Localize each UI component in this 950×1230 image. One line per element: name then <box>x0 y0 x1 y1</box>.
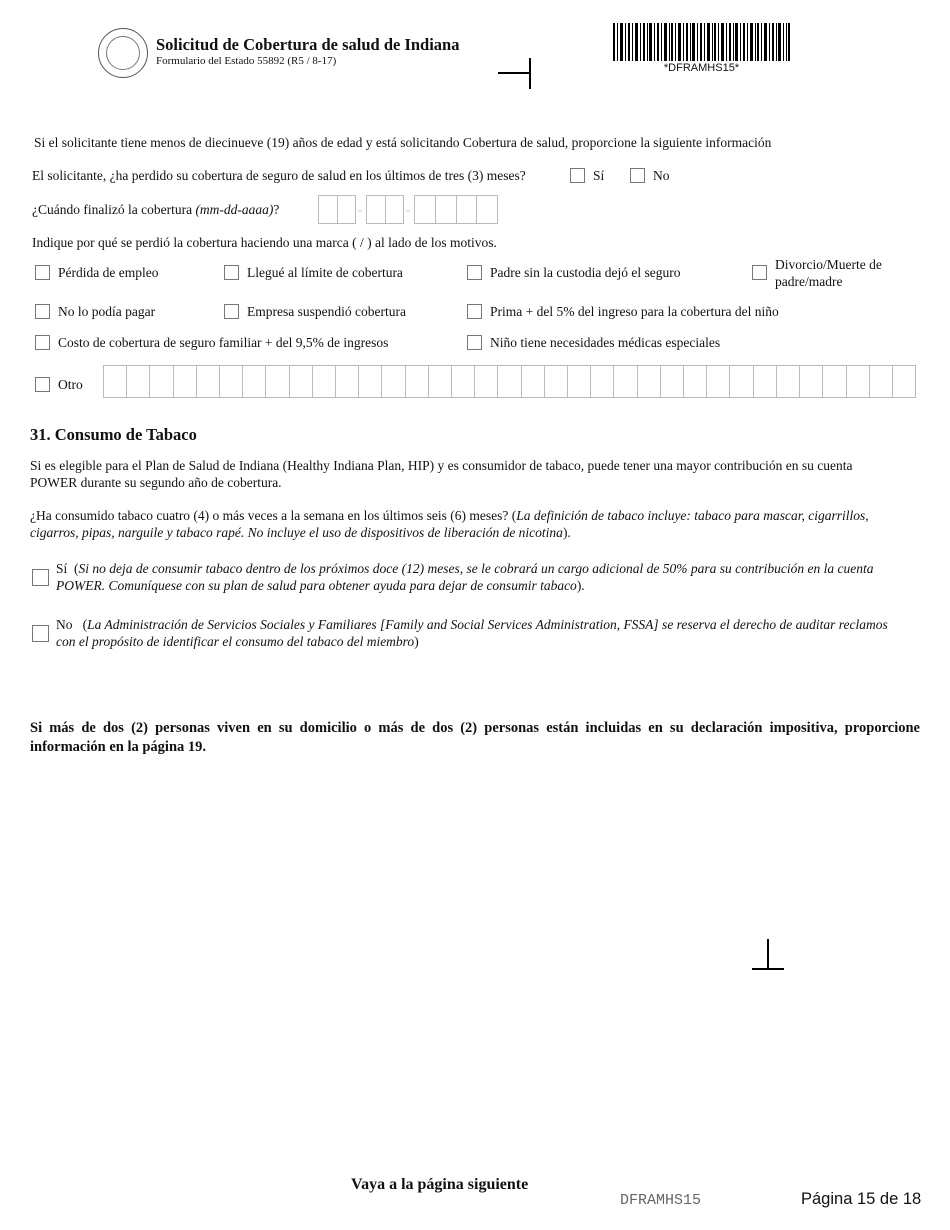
coverage-end-year-input[interactable] <box>414 195 498 224</box>
tobacco-question-text: ¿Ha consumido tabaco cuatro (4) o más veces a la semana en los últimos seis (6) meses? ( <box>30 508 517 523</box>
registration-mark-bottom-vertical <box>767 939 769 970</box>
tobacco-yes-label: Sí <box>56 561 68 576</box>
lost-coverage-question: El solicitante, ¿ha perdido su cobertura de seguro de salud en los últimos de tres (3) meses? <box>32 168 526 183</box>
registration-mark-bottom <box>752 968 784 970</box>
coverage-end-suffix: ? <box>273 202 280 217</box>
tobacco-no-option: No (La Administración de Servicios Sociales y Familiares [Family and Social Services Administration, FSSA] se reserva el derecho de auditar reclamos con el propósito de identificar el consumo del tabaco del miembro) <box>56 617 888 649</box>
reason-other-checkbox[interactable] <box>35 377 50 392</box>
reason-other-input[interactable] <box>103 365 916 398</box>
reason-employer-stopped-label: Empresa suspendió cobertura <box>247 304 406 319</box>
reason-family-cost-label: Costo de cobertura de seguro familiar + del 9,5% de ingresos <box>58 335 389 350</box>
date-separator: - <box>358 203 362 217</box>
coverage-end-format: (mm-dd-aaaa) <box>195 202 274 217</box>
tobacco-no-checkbox[interactable] <box>32 625 49 642</box>
lost-coverage-no-checkbox[interactable] <box>630 168 645 183</box>
reason-premium-label: Prima + del 5% del ingreso para la cobertura del niño <box>490 304 779 319</box>
tobacco-no-label: No <box>56 617 73 632</box>
reasons-intro: Indique por qué se perdió la cobertura haciendo una marca ( / ) al lado de los motivos. <box>32 235 497 250</box>
tobacco-question-end: ). <box>562 525 571 540</box>
reason-special-needs-label: Niño tiene necesidades médicas especiales <box>490 335 721 350</box>
lost-coverage-yes-checkbox[interactable] <box>570 168 585 183</box>
reason-divorce-checkbox[interactable] <box>752 265 767 280</box>
registration-mark-top <box>498 72 530 74</box>
lost-coverage-yes-label: Sí <box>593 168 605 183</box>
reason-noncustodial-label: Padre sin la custodia dejó el seguro <box>490 265 681 280</box>
coverage-end-day-input[interactable] <box>366 195 404 224</box>
reason-limit-reached-checkbox[interactable] <box>224 265 239 280</box>
reason-noncustodial-checkbox[interactable] <box>467 265 482 280</box>
footer-form-code: DFRAMHS15 <box>620 1192 702 1209</box>
lost-coverage-no-label: No <box>653 168 670 183</box>
reason-could-not-pay-label: No lo podía pagar <box>58 304 156 319</box>
reason-job-loss-checkbox[interactable] <box>35 265 50 280</box>
reason-divorce-label-line2: padre/madre <box>775 274 843 289</box>
reason-divorce-label-line1: Divorcio/Muerte de <box>775 257 882 272</box>
reason-other-label: Otro <box>58 377 83 392</box>
reason-special-needs-checkbox[interactable] <box>467 335 482 350</box>
coverage-end-month-input[interactable] <box>318 195 356 224</box>
tobacco-question <box>30 507 915 541</box>
coverage-end-question <box>32 201 279 218</box>
section-31-heading: 31. Consumo de Tabaco <box>30 425 197 444</box>
form-title: Solicitud de Cobertura de salud de Indiana <box>156 35 460 54</box>
reason-limit-reached-label: Llegué al límite de cobertura <box>247 265 403 280</box>
form-subtitle: Formulario del Estado 55892 (R5 / 8-17) <box>156 55 337 67</box>
tobacco-yes-checkbox[interactable] <box>32 569 49 586</box>
reason-employer-stopped-checkbox[interactable] <box>224 304 239 319</box>
date-separator: - <box>406 203 410 217</box>
registration-mark-top-vertical <box>529 58 531 89</box>
next-page-instruction: Vaya a la página siguiente <box>351 1176 529 1193</box>
section-31-intro: Si es elegible para el Plan de Salud de Indiana (Healthy Indiana Plan, HIP) y es consumidor de tabaco, puede tener una mayor contribución en su cuenta POWER durante su segundo año de cobertura. <box>30 458 853 490</box>
reason-premium-checkbox[interactable] <box>467 304 482 319</box>
coverage-end-text: ¿Cuándo finalizó la cobertura <box>32 202 193 217</box>
reason-could-not-pay-checkbox[interactable] <box>35 304 50 319</box>
page-number: Página 15 de 18 <box>801 1190 922 1208</box>
household-notice: Si más de dos (2) personas viven en su domicilio o más de dos (2) personas están incluidas en su declaración impositiva, proporcione información en la página 19. <box>30 720 920 755</box>
tobacco-no-note: La Administración de Servicios Sociales y Familiares [Family and Social Services Administration, FSSA] se reserva el derecho de auditar reclamos con el propósito de identificar el consumo del tabaco del miembro <box>56 617 888 649</box>
reason-family-cost-checkbox[interactable] <box>35 335 50 350</box>
reason-job-loss-label: Pérdida de empleo <box>58 265 159 280</box>
state-seal <box>98 28 148 78</box>
tobacco-yes-option: Sí (Si no deja de consumir tabaco dentro de los próximos doce (12) meses, se le cobrará un cargo adicional de 50% para su contribución en la cuenta POWER. Comuníquese con su plan de salud para obtener ayuda para dejar de consumir tabaco). <box>56 561 874 593</box>
barcode-text: *DFRAMHS15* <box>663 62 740 74</box>
under19-intro: Si el solicitante tiene menos de diecinueve (19) años de edad y está solicitando Cobertura de salud, proporcione la siguiente información <box>34 135 772 150</box>
tobacco-definition: La definición de tabaco incluye: tabaco para mascar, cigarrillos, cigarros, pipas, narguile y tabaco rapé. No incluye el uso de dispositivos de liberación de nicotina <box>30 508 869 540</box>
barcode <box>613 23 790 61</box>
tobacco-yes-note: Si no deja de consumir tabaco dentro de los próximos doce (12) meses, se le cobrará un cargo adicional de 50% para su contribución en la cuenta POWER. Comuníquese con su plan de salud para obtener ayuda para dejar de consumir tabaco <box>56 561 874 593</box>
